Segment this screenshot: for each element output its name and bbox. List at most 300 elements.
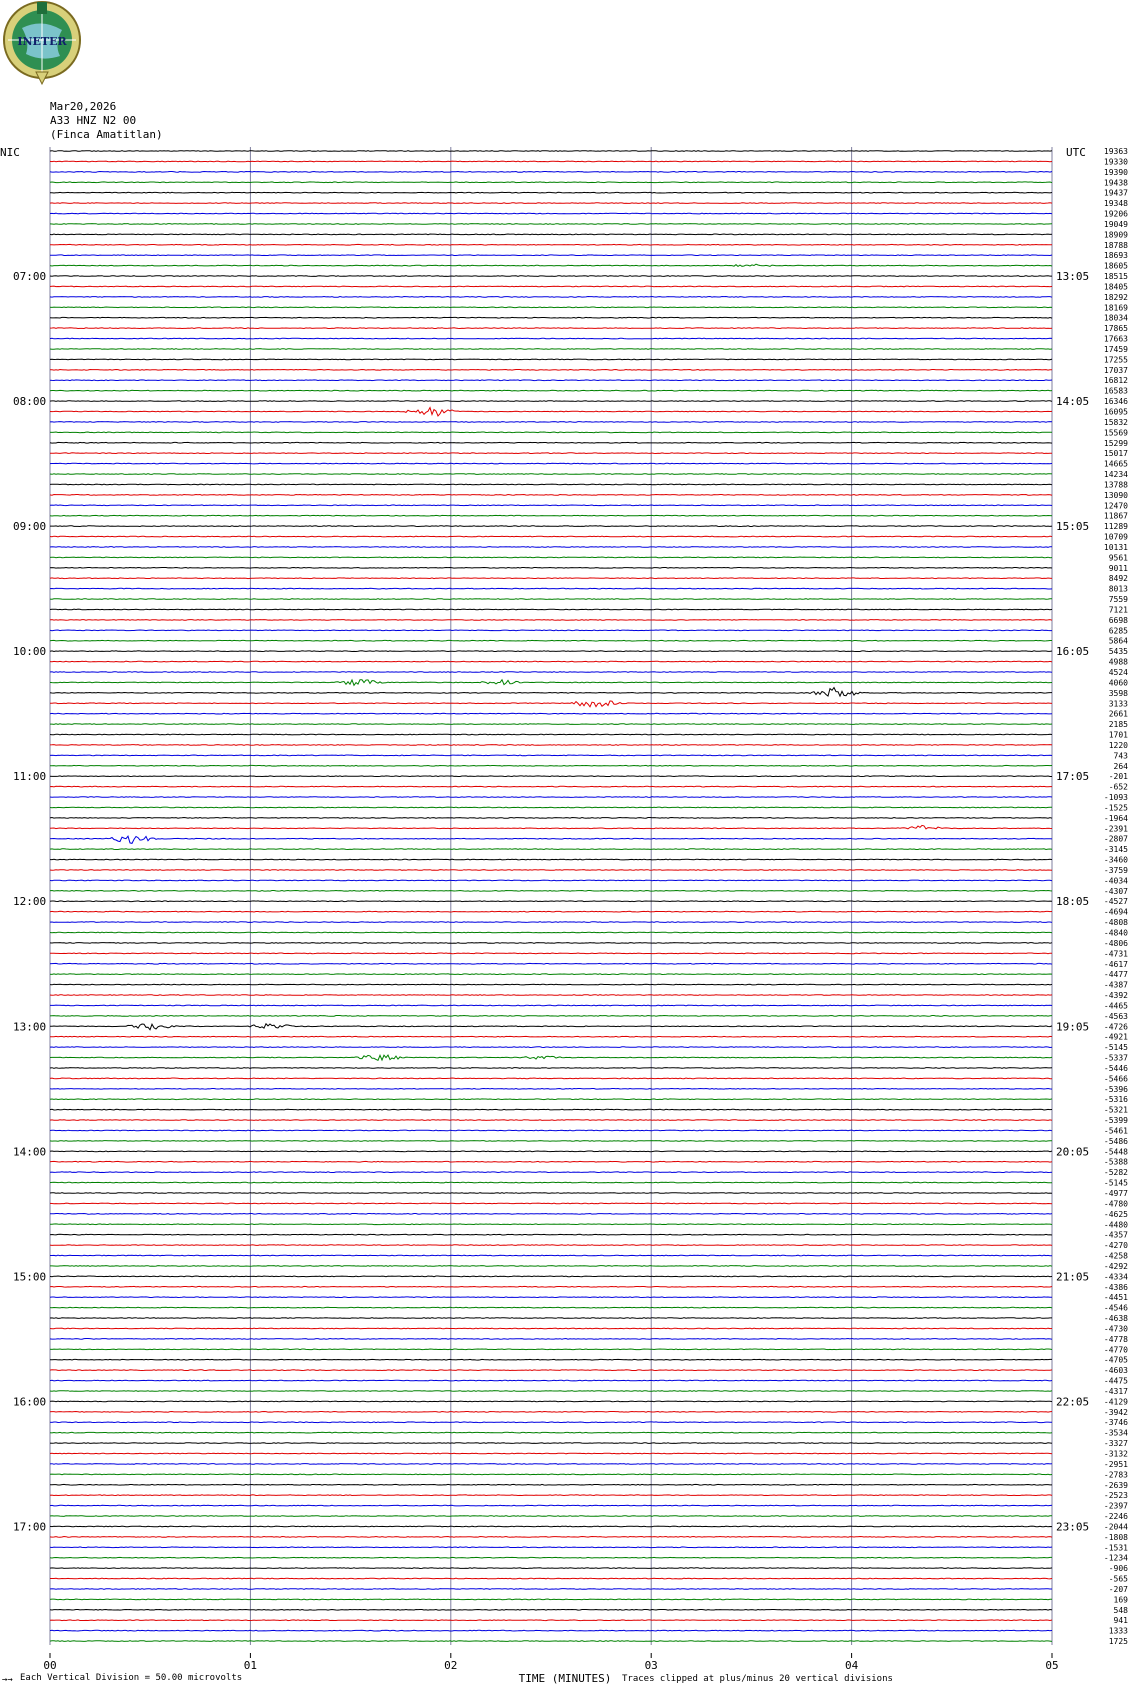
trace-offset-label: -3145 xyxy=(1103,845,1128,855)
trace-offset-label: -1531 xyxy=(1103,1543,1128,1553)
trace-32 xyxy=(50,484,1052,485)
trace-128 xyxy=(50,1484,1052,1485)
trace-offset-label: -5316 xyxy=(1103,1095,1128,1105)
trace-offset-label: -1234 xyxy=(1103,1553,1128,1563)
trace-84 xyxy=(50,1024,1052,1030)
trace-offset-label: 8013 xyxy=(1108,584,1128,594)
trace-offset-label: -4977 xyxy=(1103,1189,1128,1198)
trace-offset-label: -4386 xyxy=(1103,1282,1128,1292)
trace-offset-label: 5435 xyxy=(1108,647,1128,657)
trace-12 xyxy=(50,276,1052,277)
trace-offset-label: -4808 xyxy=(1103,918,1128,928)
trace-54 xyxy=(50,713,1052,714)
trace-76 xyxy=(50,943,1052,944)
clip-note: Traces clipped at plus/minus 20 vertical divisions xyxy=(622,1674,893,1684)
nic-time-label: 15:00 xyxy=(13,1270,47,1284)
trace-136 xyxy=(50,1568,1052,1569)
trace-offset-label: -4694 xyxy=(1103,907,1128,917)
trace-offset-label: 19363 xyxy=(1103,147,1128,156)
trace-offset-label: 17255 xyxy=(1103,355,1128,365)
trace-offset-label: -4451 xyxy=(1103,1293,1128,1303)
trace-130 xyxy=(50,1505,1052,1506)
trace-4 xyxy=(50,192,1052,193)
trace-offset-label: -5461 xyxy=(1103,1126,1128,1136)
trace-offset-label: -5448 xyxy=(1103,1147,1128,1157)
trace-25 xyxy=(50,408,1052,416)
trace-offset-label: -1093 xyxy=(1103,793,1128,803)
trace-offset-label: 941 xyxy=(1113,1616,1128,1626)
trace-53 xyxy=(50,701,1052,707)
trace-offset-label: -5446 xyxy=(1103,1063,1128,1073)
trace-offset-label: 15569 xyxy=(1103,428,1128,438)
trace-62 xyxy=(50,797,1052,798)
nic-time-label: 12:00 xyxy=(13,895,47,909)
station-code: A33 HNZ N2 00 xyxy=(50,114,137,127)
trace-offset-label: -5396 xyxy=(1103,1084,1128,1094)
trace-51 xyxy=(50,680,1052,686)
trace-143 xyxy=(50,1641,1052,1642)
trace-offset-label: 1701 xyxy=(1108,730,1128,740)
x-tick-label: 04 xyxy=(844,1659,859,1672)
corner-mark: →→ xyxy=(2,1675,13,1685)
trace-109 xyxy=(50,1286,1052,1287)
trace-137 xyxy=(50,1578,1052,1579)
trace-offset-label: 1725 xyxy=(1108,1637,1128,1647)
trace-30 xyxy=(50,463,1052,464)
trace-14 xyxy=(50,297,1052,298)
trace-38 xyxy=(50,547,1052,548)
trace-98 xyxy=(50,1172,1052,1173)
trace-10 xyxy=(50,255,1052,256)
trace-129 xyxy=(50,1495,1052,1496)
trace-123 xyxy=(50,1432,1052,1433)
trace-0 xyxy=(50,151,1052,152)
trace-107 xyxy=(50,1266,1052,1267)
trace-offset-label: -2783 xyxy=(1103,1470,1128,1480)
trace-offset-label: 19049 xyxy=(1103,219,1128,229)
trace-offset-label: -4317 xyxy=(1103,1386,1128,1396)
trace-offset-label: -4392 xyxy=(1103,991,1128,1001)
trace-8 xyxy=(50,234,1052,235)
trace-offset-label: 16583 xyxy=(1103,386,1128,396)
trace-9 xyxy=(50,244,1052,245)
trace-92 xyxy=(50,1109,1052,1110)
trace-77 xyxy=(50,953,1052,954)
scale-note: Each Vertical Division = 50.00 microvolts xyxy=(20,1673,243,1683)
trace-20 xyxy=(50,359,1052,360)
trace-7 xyxy=(50,224,1052,225)
trace-57 xyxy=(50,745,1052,746)
trace-58 xyxy=(50,755,1052,756)
trace-114 xyxy=(50,1339,1052,1340)
trace-offset-label: 19390 xyxy=(1103,167,1128,177)
trace-73 xyxy=(50,911,1052,912)
x-tick-label: 01 xyxy=(243,1659,258,1672)
left-timezone-label: NIC xyxy=(0,146,20,159)
utc-time-label: 22:05 xyxy=(1056,1395,1090,1409)
trace-116 xyxy=(50,1359,1052,1360)
trace-offset-label: -4625 xyxy=(1103,1209,1128,1219)
trace-offset-label: 10131 xyxy=(1103,542,1128,552)
trace-118 xyxy=(50,1380,1052,1381)
minute-gridlines xyxy=(50,147,1052,1645)
x-tick-label: 05 xyxy=(1045,1659,1059,1672)
trace-35 xyxy=(50,515,1052,516)
trace-offset-label: 13788 xyxy=(1103,480,1128,490)
utc-time-label: 16:05 xyxy=(1056,645,1090,659)
trace-49 xyxy=(50,661,1052,662)
trace-offset-label: -4527 xyxy=(1103,897,1128,907)
utc-time-label: 17:05 xyxy=(1056,770,1090,784)
trace-offset-label: -652 xyxy=(1108,782,1128,792)
trace-offset-label: 18034 xyxy=(1103,313,1128,323)
trace-68 xyxy=(50,859,1052,860)
trace-offset-label: -5388 xyxy=(1103,1157,1128,1167)
trace-132 xyxy=(50,1526,1052,1527)
trace-offset-label: -565 xyxy=(1108,1574,1128,1584)
trace-offset-label: 12470 xyxy=(1103,501,1128,511)
trace-37 xyxy=(50,536,1052,537)
trace-offset-label: -4480 xyxy=(1103,1220,1128,1230)
trace-offset-label: -2639 xyxy=(1103,1480,1128,1490)
trace-offset-label: 18909 xyxy=(1103,230,1128,240)
trace-offset-label: -5145 xyxy=(1103,1178,1128,1188)
trace-offset-label: 17459 xyxy=(1103,344,1128,354)
trace-27 xyxy=(50,432,1052,433)
trace-offset-label: 2661 xyxy=(1108,709,1128,719)
trace-offset-label: 7121 xyxy=(1108,605,1128,615)
trace-offset-label: -4270 xyxy=(1103,1241,1128,1251)
nic-time-label: 10:00 xyxy=(13,645,47,659)
trace-13 xyxy=(50,286,1052,287)
trace-offset-label: 6285 xyxy=(1108,626,1128,636)
trace-offset-label: -5466 xyxy=(1103,1074,1128,1084)
trace-offset-label: 18605 xyxy=(1103,261,1128,271)
trace-36 xyxy=(50,526,1052,527)
trace-139 xyxy=(50,1599,1052,1600)
trace-78 xyxy=(50,963,1052,964)
trace-138 xyxy=(50,1589,1052,1590)
trace-offset-label: 10709 xyxy=(1103,532,1128,542)
trace-offset-label: -4475 xyxy=(1103,1376,1128,1386)
trace-offset-label: 15832 xyxy=(1103,417,1128,427)
trace-offset-label: -2391 xyxy=(1103,824,1128,834)
trace-141 xyxy=(50,1620,1052,1621)
plot-date: Mar20,2026 xyxy=(50,100,117,113)
trace-offset-label: -4465 xyxy=(1103,1001,1128,1011)
trace-15 xyxy=(50,307,1052,308)
trace-offset-label: -4603 xyxy=(1103,1366,1128,1376)
trace-127 xyxy=(50,1474,1052,1475)
trace-59 xyxy=(50,765,1052,766)
trace-offset-label: 1220 xyxy=(1108,740,1128,750)
trace-1 xyxy=(50,161,1052,162)
trace-offset-label: 16095 xyxy=(1103,407,1128,417)
trace-offset-label: 11867 xyxy=(1103,511,1128,521)
trace-115 xyxy=(50,1349,1052,1350)
nic-time-label: 09:00 xyxy=(13,520,47,534)
trace-74 xyxy=(50,922,1052,923)
utc-time-label: 15:05 xyxy=(1056,520,1090,534)
x-axis-label: TIME (MINUTES) xyxy=(518,1672,612,1685)
trace-offset-label: -4307 xyxy=(1103,886,1128,896)
trace-43 xyxy=(50,599,1052,600)
logo-text: INETER xyxy=(17,35,67,48)
trace-60 xyxy=(50,776,1052,777)
trace-122 xyxy=(50,1422,1052,1423)
trace-67 xyxy=(50,849,1052,850)
trace-offset-label: -4730 xyxy=(1103,1324,1128,1334)
trace-offset-label: -4770 xyxy=(1103,1345,1128,1355)
trace-offset-label: 19206 xyxy=(1103,209,1128,219)
trace-offset-label: 4060 xyxy=(1108,678,1128,688)
trace-offset-label: -5321 xyxy=(1103,1105,1128,1115)
trace-offset-label: 9561 xyxy=(1108,553,1128,563)
trace-117 xyxy=(50,1370,1052,1371)
trace-39 xyxy=(50,557,1052,558)
trace-offset-label: -4334 xyxy=(1103,1272,1128,1282)
nic-time-labels xyxy=(13,270,46,1533)
trace-16 xyxy=(50,317,1052,318)
trace-offset-label: 19437 xyxy=(1103,188,1128,198)
trace-21 xyxy=(50,370,1052,371)
utc-time-label: 23:05 xyxy=(1056,1520,1090,1534)
trace-offset-label: 7559 xyxy=(1108,595,1128,605)
trace-offset-label: -4778 xyxy=(1103,1334,1128,1344)
trace-97 xyxy=(50,1161,1052,1162)
trace-106 xyxy=(50,1255,1052,1256)
seismic-traces xyxy=(50,151,1052,1642)
trace-offset-label: 5864 xyxy=(1108,636,1128,646)
trace-offset-label: -1525 xyxy=(1103,803,1128,813)
trace-offset-label: -4726 xyxy=(1103,1022,1128,1032)
trace-40 xyxy=(50,568,1052,569)
trace-offset-label: 4988 xyxy=(1108,657,1128,667)
trace-42 xyxy=(50,588,1052,589)
trace-offset-label: 16812 xyxy=(1103,376,1128,386)
trace-offset-label: -4357 xyxy=(1103,1230,1128,1240)
trace-offset-label: -3759 xyxy=(1103,865,1128,875)
trace-offset-label: 3598 xyxy=(1108,688,1128,698)
trace-140 xyxy=(50,1610,1052,1611)
nic-time-label: 14:00 xyxy=(13,1145,47,1159)
trace-offset-label: 6698 xyxy=(1108,615,1128,625)
trace-offset-label: 11289 xyxy=(1103,522,1128,532)
trace-45 xyxy=(50,620,1052,621)
trace-119 xyxy=(50,1391,1052,1392)
trace-offset-label: -906 xyxy=(1108,1564,1128,1574)
trace-offset-label: 18405 xyxy=(1103,282,1128,292)
trace-22 xyxy=(50,380,1052,381)
trace-69 xyxy=(50,870,1052,871)
trace-111 xyxy=(50,1307,1052,1308)
trace-70 xyxy=(50,880,1052,881)
trace-offset-label: -4546 xyxy=(1103,1303,1128,1313)
trace-124 xyxy=(50,1443,1052,1444)
trace-offset-label: -3942 xyxy=(1103,1407,1128,1417)
trace-offset-label: 17037 xyxy=(1103,365,1128,375)
trace-88 xyxy=(50,1068,1052,1069)
trace-6 xyxy=(50,213,1052,214)
trace-104 xyxy=(50,1234,1052,1235)
trace-offset-label: 16346 xyxy=(1103,397,1128,407)
trace-offset-label: 19348 xyxy=(1103,199,1128,209)
trace-100 xyxy=(50,1193,1052,1194)
trace-offset-label: 15299 xyxy=(1103,438,1128,448)
trace-48 xyxy=(50,651,1052,652)
trace-135 xyxy=(50,1557,1052,1558)
trace-120 xyxy=(50,1401,1052,1402)
trace-offset-label: 18693 xyxy=(1103,251,1128,261)
station-location: (Finca Amatitlan) xyxy=(50,128,163,141)
trace-offset-label: -5399 xyxy=(1103,1116,1128,1126)
trace-offset-label: 9011 xyxy=(1108,563,1128,573)
trace-33 xyxy=(50,495,1052,496)
trace-110 xyxy=(50,1297,1052,1298)
trace-96 xyxy=(50,1151,1052,1152)
trace-93 xyxy=(50,1120,1052,1121)
x-tick-label: 02 xyxy=(444,1659,458,1672)
trace-offset-label: -2397 xyxy=(1103,1501,1128,1511)
trace-71 xyxy=(50,891,1052,892)
trace-offset-label: 17663 xyxy=(1103,334,1128,344)
trace-offset-label: -2951 xyxy=(1103,1459,1128,1469)
trace-79 xyxy=(50,974,1052,975)
utc-time-labels xyxy=(1056,270,1089,1533)
utc-time-label: 14:05 xyxy=(1056,395,1090,409)
trace-44 xyxy=(50,609,1052,610)
trace-offset-label: -4840 xyxy=(1103,928,1128,938)
trace-101 xyxy=(50,1203,1052,1204)
trace-82 xyxy=(50,1005,1052,1006)
nic-time-label: 08:00 xyxy=(13,395,47,409)
trace-offset-label: 18788 xyxy=(1103,240,1128,250)
trace-52 xyxy=(50,688,1052,697)
utc-time-label: 18:05 xyxy=(1056,895,1090,909)
nic-time-label: 13:00 xyxy=(13,1020,47,1034)
trace-126 xyxy=(50,1464,1052,1465)
trace-64 xyxy=(50,818,1052,819)
trace-103 xyxy=(50,1224,1052,1225)
trace-offset-label: 18292 xyxy=(1103,292,1128,302)
trace-91 xyxy=(50,1099,1052,1100)
x-tick-label: 03 xyxy=(644,1659,658,1672)
utc-time-label: 20:05 xyxy=(1056,1145,1090,1159)
trace-66 xyxy=(50,836,1052,843)
trace-90 xyxy=(50,1089,1052,1090)
trace-56 xyxy=(50,734,1052,735)
trace-offset-label: -1808 xyxy=(1103,1532,1128,1542)
trace-offset-label: -207 xyxy=(1108,1584,1128,1594)
utc-time-label: 13:05 xyxy=(1056,270,1090,284)
trace-offset-label: 1333 xyxy=(1108,1626,1128,1636)
x-tick-label: 00 xyxy=(43,1659,57,1672)
trace-offset-label: 18169 xyxy=(1103,303,1128,313)
trace-72 xyxy=(50,901,1052,902)
trace-34 xyxy=(50,505,1052,506)
trace-offset-label: 743 xyxy=(1113,751,1128,761)
trace-47 xyxy=(50,640,1052,641)
trace-46 xyxy=(50,630,1052,631)
trace-offset-labels xyxy=(1104,147,1128,1646)
trace-offset-label: -2807 xyxy=(1103,834,1128,844)
trace-31 xyxy=(50,474,1052,475)
trace-offset-label: 19330 xyxy=(1103,157,1128,167)
trace-89 xyxy=(50,1078,1052,1079)
trace-94 xyxy=(50,1130,1052,1131)
trace-2 xyxy=(50,172,1052,173)
x-axis-ticks xyxy=(43,1653,1058,1672)
trace-17 xyxy=(50,328,1052,329)
trace-offset-label: -4292 xyxy=(1103,1261,1128,1271)
trace-offset-label: -4638 xyxy=(1103,1314,1128,1324)
trace-offset-label: 14234 xyxy=(1103,470,1128,480)
trace-offset-label: -4921 xyxy=(1103,1032,1128,1042)
trace-offset-label: -4780 xyxy=(1103,1199,1128,1209)
trace-63 xyxy=(50,807,1052,808)
trace-87 xyxy=(50,1055,1052,1060)
trace-offset-label: -1964 xyxy=(1103,813,1128,823)
trace-offset-label: -3460 xyxy=(1103,855,1128,865)
utc-time-label: 21:05 xyxy=(1056,1270,1090,1284)
trace-55 xyxy=(50,724,1052,725)
trace-offset-label: -4705 xyxy=(1103,1355,1128,1365)
trace-offset-label: -4477 xyxy=(1103,970,1128,980)
trace-11 xyxy=(50,264,1052,266)
trace-offset-label: -4563 xyxy=(1103,1011,1128,1021)
trace-133 xyxy=(50,1537,1052,1538)
trace-125 xyxy=(50,1453,1052,1454)
trace-61 xyxy=(50,786,1052,787)
trace-offset-label: -2523 xyxy=(1103,1491,1128,1501)
trace-offset-label: 2185 xyxy=(1108,720,1128,730)
trace-121 xyxy=(50,1412,1052,1413)
trace-86 xyxy=(50,1047,1052,1048)
trace-113 xyxy=(50,1328,1052,1329)
trace-75 xyxy=(50,932,1052,933)
trace-offset-label: -2246 xyxy=(1103,1512,1128,1522)
trace-65 xyxy=(50,825,1052,829)
trace-50 xyxy=(50,672,1052,673)
trace-offset-label: -3327 xyxy=(1103,1439,1128,1449)
trace-offset-label: 19438 xyxy=(1103,178,1128,188)
trace-5 xyxy=(50,203,1052,204)
trace-81 xyxy=(50,995,1052,996)
trace-108 xyxy=(50,1276,1052,1277)
utc-time-label: 19:05 xyxy=(1056,1020,1090,1034)
trace-85 xyxy=(50,1036,1052,1037)
trace-offset-label: 18515 xyxy=(1103,272,1128,282)
nic-time-label: 11:00 xyxy=(13,770,47,784)
trace-offset-label: -4129 xyxy=(1103,1397,1128,1407)
trace-offset-label: 13090 xyxy=(1103,490,1128,500)
trace-80 xyxy=(50,984,1052,985)
trace-offset-label: 14665 xyxy=(1103,459,1128,469)
trace-offset-label: -4387 xyxy=(1103,980,1128,990)
trace-offset-label: -5145 xyxy=(1103,1043,1128,1053)
trace-offset-label: -3534 xyxy=(1103,1428,1128,1438)
trace-131 xyxy=(50,1516,1052,1517)
trace-offset-label: 8492 xyxy=(1108,574,1128,584)
trace-105 xyxy=(50,1245,1052,1246)
trace-offset-label: 4524 xyxy=(1108,668,1128,677)
trace-offset-label: -3132 xyxy=(1103,1449,1128,1459)
trace-offset-label: 15017 xyxy=(1103,449,1128,459)
trace-24 xyxy=(50,401,1052,402)
trace-99 xyxy=(50,1182,1052,1183)
trace-112 xyxy=(50,1318,1052,1319)
trace-102 xyxy=(50,1214,1052,1215)
